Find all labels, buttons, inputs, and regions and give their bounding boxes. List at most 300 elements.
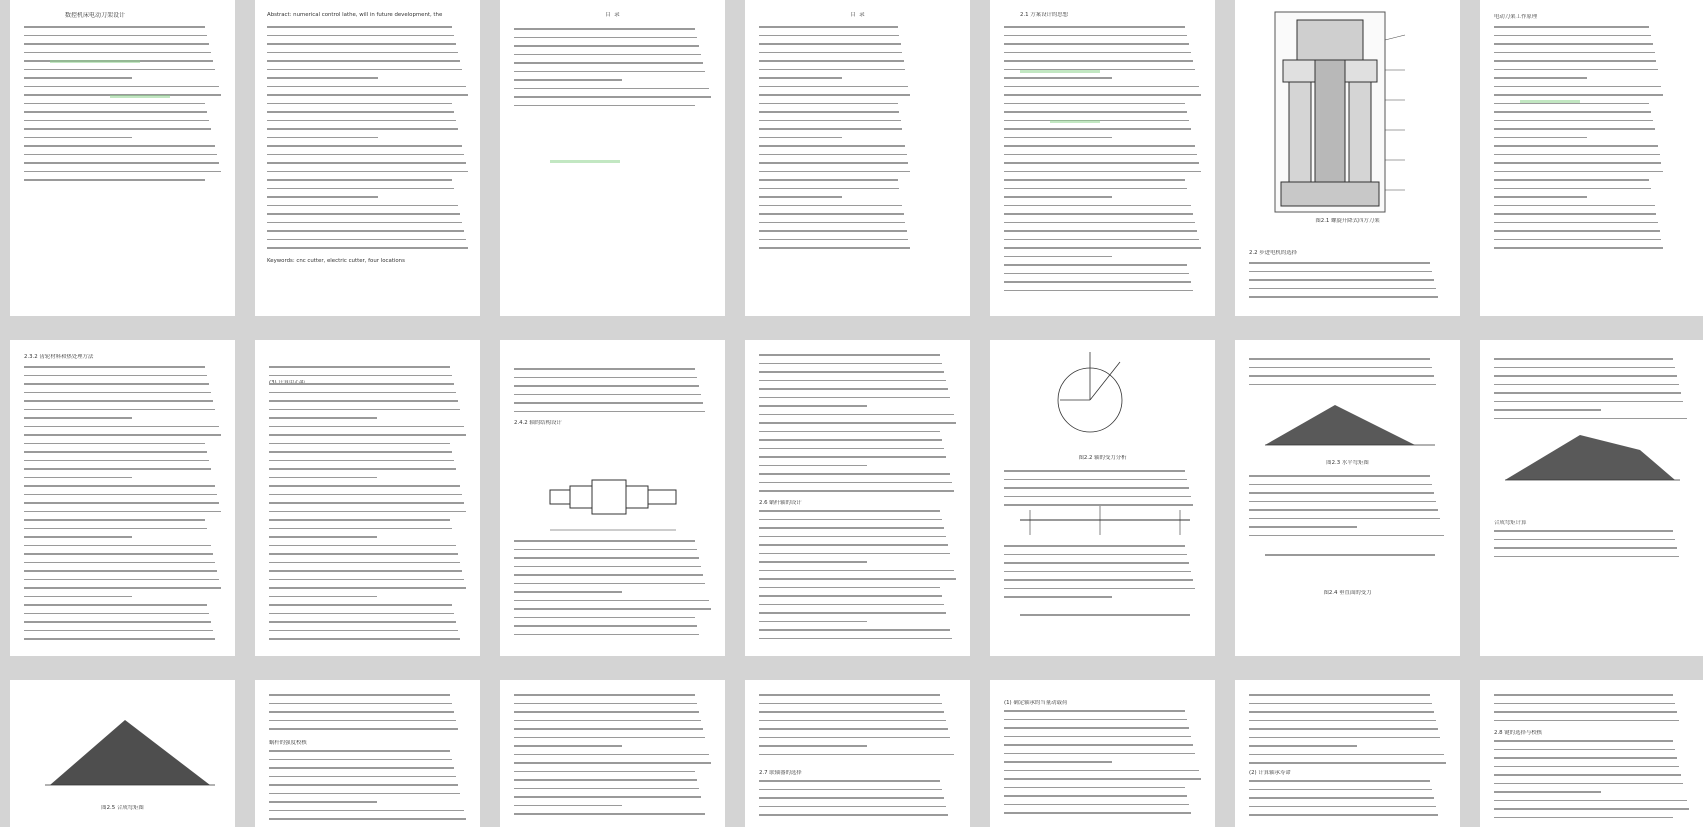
text-line (759, 638, 952, 640)
text-line (514, 625, 697, 627)
text-line (1249, 279, 1434, 281)
text-line (759, 482, 952, 484)
text-line (1249, 694, 1430, 696)
text-line (24, 579, 219, 581)
text-line (1004, 26, 1185, 28)
text-line (759, 754, 954, 756)
text-line (759, 561, 867, 563)
text-line (24, 468, 211, 470)
page-16[interactable] (255, 680, 480, 827)
text-line (24, 26, 205, 28)
text-line (269, 477, 377, 479)
text-line (24, 587, 221, 589)
text-line (269, 613, 454, 615)
text-line (1494, 720, 1679, 722)
text-line (24, 477, 132, 479)
text-line (269, 793, 460, 795)
text-line (759, 595, 942, 597)
text-line (1249, 814, 1438, 816)
text-line (759, 94, 910, 96)
text-line (269, 409, 460, 411)
text-line (514, 771, 695, 773)
text-line (1004, 778, 1201, 780)
text-line (759, 612, 946, 614)
text-line (514, 540, 695, 542)
text-line (759, 587, 940, 589)
text-line (1249, 797, 1434, 799)
text-line (1249, 535, 1444, 537)
page-13[interactable] (1235, 340, 1460, 656)
text-line (1249, 711, 1434, 713)
text-line (1249, 720, 1436, 722)
page-10[interactable] (500, 340, 725, 656)
figure-bending-moment-vertical (1480, 340, 1703, 656)
text-line (269, 801, 377, 803)
text-line (1494, 367, 1675, 369)
page-10-heading: 2.4.2 轴的结构设计 (514, 420, 562, 426)
figure-2-2-caption: 图2.2 轴的受力分析 (1078, 455, 1127, 461)
text-line (1494, 401, 1683, 403)
text-line (759, 388, 948, 390)
text-line (24, 596, 132, 598)
text-line (269, 494, 462, 496)
page-9[interactable] (255, 340, 480, 656)
text-line (267, 230, 464, 232)
text-line (514, 411, 705, 413)
text-line (267, 145, 462, 147)
text-line (269, 417, 377, 419)
text-line (1004, 52, 1191, 54)
text-line (24, 52, 211, 54)
text-line (269, 776, 456, 778)
text-line (267, 35, 454, 37)
text-line (759, 703, 942, 705)
text-line (269, 545, 456, 547)
text-line (759, 737, 950, 739)
text-line (269, 767, 454, 769)
text-line (1494, 213, 1656, 215)
text-line (514, 105, 695, 107)
text-line (514, 583, 705, 585)
text-line (1494, 791, 1601, 793)
text-line (269, 587, 466, 589)
text-line (1494, 766, 1679, 768)
text-line (1004, 162, 1199, 164)
text-line (1004, 230, 1197, 232)
page-7[interactable] (1480, 0, 1703, 316)
text-line (24, 604, 207, 606)
text-line (1494, 384, 1679, 386)
page-11[interactable] (745, 340, 970, 656)
highlight-mark (110, 95, 170, 98)
text-line (1004, 273, 1189, 275)
text-line (1494, 196, 1587, 198)
figure-2-4-caption: 图2.4 垂直面的受力 (1323, 590, 1372, 596)
text-line (759, 422, 956, 424)
text-line (759, 570, 954, 572)
text-line (267, 120, 456, 122)
text-line (1004, 239, 1199, 241)
text-line (24, 460, 209, 462)
text-line (1004, 804, 1189, 806)
text-line (269, 553, 458, 555)
text-line (1004, 736, 1191, 738)
text-line (1249, 780, 1430, 782)
text-line (759, 120, 901, 122)
text-line (267, 239, 466, 241)
text-line (24, 528, 207, 530)
page-2[interactable] (255, 0, 480, 316)
text-line (759, 604, 944, 606)
text-line (514, 694, 695, 696)
text-line (514, 385, 699, 387)
text-line (759, 414, 954, 416)
text-line (24, 409, 215, 411)
text-line (514, 28, 695, 30)
text-line (1004, 111, 1187, 113)
page-14[interactable] (1480, 340, 1703, 656)
text-line (1249, 737, 1440, 739)
text-line (24, 511, 221, 513)
text-line (514, 703, 697, 705)
text-line (514, 762, 711, 764)
text-line (759, 465, 867, 467)
text-line (1004, 247, 1201, 249)
text-line (1004, 554, 1187, 556)
text-line (1004, 727, 1189, 729)
text-line (24, 494, 217, 496)
text-line (1249, 509, 1438, 511)
text-line (1249, 526, 1357, 528)
text-line (759, 363, 942, 365)
text-line (514, 608, 711, 610)
text-line (24, 417, 132, 419)
text-line (1494, 749, 1675, 751)
text-line (1004, 196, 1112, 198)
text-line (1249, 384, 1436, 386)
text-line (1004, 154, 1197, 156)
text-line (759, 137, 842, 139)
text-line (269, 502, 464, 504)
page-1-heading: 数控机床电动刀架设计 (65, 12, 126, 19)
text-line (514, 813, 705, 815)
text-line (1494, 808, 1689, 810)
text-line (1494, 375, 1677, 377)
text-line (24, 43, 209, 45)
text-line (1004, 171, 1201, 173)
page-20-heading: (2) 计算轴承寿命 (1249, 770, 1291, 776)
text-line (267, 111, 454, 113)
text-line (759, 230, 907, 232)
text-line (514, 402, 703, 404)
page-5[interactable] (990, 0, 1215, 316)
figure-2-3-caption: 图2.3 水平弯矩图 (1326, 460, 1369, 466)
text-line (1004, 60, 1193, 62)
text-line (1004, 470, 1185, 472)
figure-bending-moment-horizontal (1235, 340, 1460, 656)
text-line (759, 43, 901, 45)
text-line (1494, 774, 1681, 776)
text-line (1494, 418, 1687, 420)
text-line (1494, 239, 1661, 241)
text-line (1494, 43, 1653, 45)
text-line (1004, 222, 1195, 224)
text-line (269, 630, 458, 632)
page-15[interactable] (10, 680, 235, 827)
page-4-heading: 目 录 (850, 12, 865, 18)
text-line (1494, 171, 1663, 173)
text-line (24, 536, 132, 538)
page-19-heading: (1) 确定轴承的当量动载荷 (1004, 700, 1068, 706)
text-line (269, 511, 466, 513)
text-line (514, 54, 701, 56)
text-line (269, 759, 452, 761)
text-line (1004, 812, 1191, 814)
text-line (514, 37, 697, 39)
text-line (1494, 539, 1675, 541)
text-line (759, 371, 944, 373)
text-line (267, 26, 452, 28)
text-line (1494, 26, 1649, 28)
text-line (1494, 94, 1663, 96)
text-line (759, 247, 910, 249)
text-line (24, 443, 205, 445)
text-line (514, 745, 622, 747)
text-line (514, 796, 701, 798)
text-line (1494, 817, 1673, 819)
text-line (759, 780, 940, 782)
text-line (269, 460, 454, 462)
text-line (1004, 504, 1193, 506)
text-line (1494, 800, 1687, 802)
text-line (269, 426, 464, 428)
text-line (1249, 806, 1436, 808)
text-line (269, 562, 460, 564)
text-line (759, 205, 902, 207)
text-line (267, 162, 466, 164)
text-line (269, 536, 377, 538)
text-line (269, 694, 450, 696)
text-line (269, 375, 452, 377)
text-line (1494, 188, 1651, 190)
text-line (269, 703, 452, 705)
text-line (514, 805, 622, 807)
text-line (759, 69, 905, 71)
highlight-mark (1520, 100, 1580, 103)
text-line (24, 128, 211, 130)
text-line (267, 171, 468, 173)
text-line (514, 574, 703, 576)
text-line (267, 128, 458, 130)
text-line (1494, 111, 1651, 113)
page-18-heading: 2.7 联轴器的选择 (759, 770, 802, 776)
text-line (1249, 789, 1432, 791)
text-line (1249, 271, 1432, 273)
text-line (269, 383, 454, 385)
text-line (759, 711, 944, 713)
text-line (759, 154, 907, 156)
text-line (1494, 556, 1679, 558)
text-line (1004, 94, 1201, 96)
text-line (267, 188, 454, 190)
text-line (1494, 128, 1655, 130)
text-line (24, 519, 205, 521)
text-line (1494, 547, 1677, 549)
text-line (1494, 77, 1587, 79)
page-8-heading: 2.3.2 齿轮材料和热处理方法 (24, 354, 94, 360)
text-line (24, 137, 132, 139)
text-line (267, 154, 464, 156)
text-line (759, 239, 908, 241)
text-line (269, 443, 450, 445)
text-line (269, 468, 456, 470)
text-line (1249, 762, 1446, 764)
text-line (24, 485, 215, 487)
page-18[interactable] (745, 680, 970, 827)
text-line (759, 188, 899, 190)
text-line (759, 222, 905, 224)
text-line (1004, 264, 1187, 266)
text-line (1004, 77, 1112, 79)
text-line (1004, 719, 1187, 721)
page-6-heading: 2.2 步进电机的选择 (1249, 250, 1298, 256)
text-line (269, 434, 466, 436)
text-line (24, 545, 211, 547)
text-line (1494, 137, 1587, 139)
text-line (24, 69, 215, 71)
text-line (514, 737, 705, 739)
text-line (269, 750, 450, 752)
text-line (514, 368, 695, 370)
text-line (269, 720, 456, 722)
text-line (1004, 753, 1195, 755)
page-16-heading: 蜗杆的强度校核 (269, 740, 307, 746)
text-line (759, 629, 950, 631)
text-line (267, 52, 458, 54)
page-20[interactable] (1235, 680, 1460, 827)
text-line (1249, 296, 1438, 298)
text-line (759, 77, 842, 79)
page-3[interactable] (500, 0, 725, 316)
text-line (269, 400, 458, 402)
text-line (1004, 35, 1187, 37)
text-line (514, 71, 705, 73)
text-line (269, 596, 377, 598)
text-line (267, 196, 378, 198)
text-line (759, 519, 942, 521)
text-line (269, 579, 464, 581)
page-8[interactable] (10, 340, 235, 656)
text-line (1494, 530, 1673, 532)
text-line (267, 179, 452, 181)
text-line (514, 96, 711, 98)
text-line (1494, 230, 1660, 232)
text-line (1494, 358, 1673, 360)
text-line (1494, 205, 1655, 207)
text-line (24, 638, 215, 640)
text-line (514, 591, 622, 593)
text-line (267, 77, 378, 79)
text-line (24, 162, 219, 164)
text-line (24, 553, 213, 555)
page-21[interactable] (1480, 680, 1703, 827)
highlight-mark (1050, 120, 1100, 123)
text-line (269, 604, 452, 606)
page-17[interactable] (500, 680, 725, 827)
text-line (1249, 288, 1436, 290)
text-line (759, 527, 944, 529)
text-line (269, 711, 454, 713)
text-line (1494, 694, 1673, 696)
text-line (1494, 154, 1660, 156)
text-line (269, 485, 460, 487)
text-line (1494, 120, 1653, 122)
text-line (1494, 222, 1658, 224)
highlight-mark (550, 160, 620, 163)
text-line (759, 789, 942, 791)
text-line (1249, 745, 1357, 747)
text-line (269, 810, 464, 812)
text-line (514, 720, 701, 722)
page-1[interactable] (10, 0, 235, 316)
text-line (24, 77, 132, 79)
figure-2-5-caption: 图2.5 合成弯矩图 (101, 805, 144, 811)
page-19[interactable] (990, 680, 1215, 827)
text-line (1494, 35, 1651, 37)
highlight-mark (50, 60, 140, 63)
text-line (759, 35, 899, 37)
text-line (759, 510, 940, 512)
text-line (759, 806, 946, 808)
text-line (1004, 128, 1191, 130)
text-line (24, 613, 209, 615)
text-line (24, 392, 211, 394)
page-11-heading: 2.6 蜗杆轴的设计 (759, 500, 802, 506)
text-line (1494, 740, 1673, 742)
text-line (1249, 703, 1432, 705)
text-line (269, 519, 450, 521)
page-21-heading: 2.8 键的选择与校核 (1494, 730, 1543, 736)
text-line (24, 502, 219, 504)
text-line (1004, 562, 1189, 564)
text-line (24, 120, 209, 122)
text-line (1494, 247, 1663, 249)
text-line (269, 638, 460, 640)
text-line (269, 784, 458, 786)
text-line (1004, 479, 1187, 481)
text-line (514, 634, 699, 636)
text-line (514, 711, 699, 713)
page-12[interactable] (990, 340, 1215, 656)
text-line (1249, 367, 1432, 369)
text-line (1004, 103, 1185, 105)
page-4[interactable] (745, 0, 970, 316)
text-line (1494, 52, 1655, 54)
text-line (514, 788, 699, 790)
text-line (24, 179, 205, 181)
text-line (24, 630, 213, 632)
text-line (759, 196, 842, 198)
text-line (1494, 86, 1661, 88)
text-line (759, 431, 940, 433)
text-line (759, 544, 948, 546)
text-line (759, 797, 944, 799)
text-line (1249, 728, 1438, 730)
page-6[interactable] (1235, 0, 1460, 316)
text-line (1494, 145, 1658, 147)
text-line (759, 171, 910, 173)
text-line (759, 354, 940, 356)
